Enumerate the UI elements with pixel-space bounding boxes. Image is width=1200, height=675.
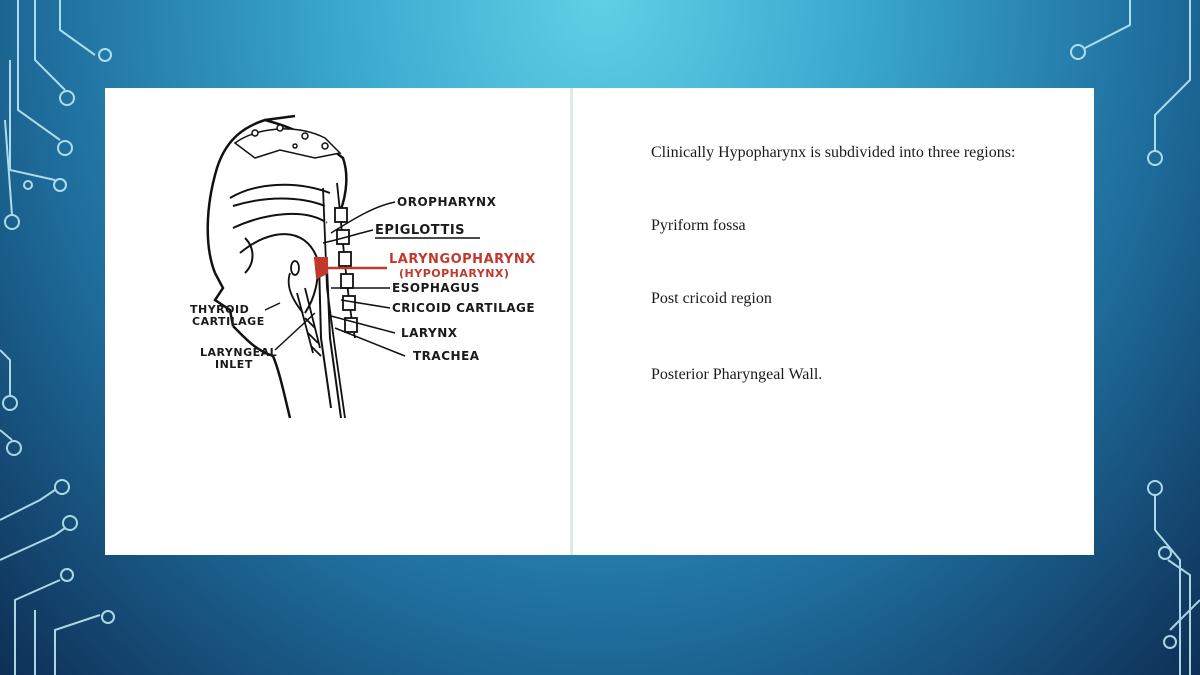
label-trachea: TRACHEA bbox=[413, 349, 480, 363]
label-larynx: LARYNX bbox=[401, 326, 458, 340]
label-esophagus: ESOPHAGUS bbox=[392, 281, 480, 295]
label-laryngopharynx: LARYNGOPHARYNX bbox=[389, 252, 536, 267]
regions-heading: Clinically Hypopharynx is subdivided into three regions: bbox=[651, 144, 1016, 161]
label-cricoid-cartilage: CRICOID CARTILAGE bbox=[392, 301, 536, 315]
region-item-posterior-wall: Posterior Pharyngeal Wall. bbox=[651, 366, 823, 383]
label-laryngeal: LARYNGEAL bbox=[200, 346, 278, 359]
text-panel bbox=[573, 88, 1094, 555]
label-epiglottis: EPIGLOTTIS bbox=[375, 223, 466, 238]
label-inlet: INLET bbox=[215, 358, 253, 371]
label-cartilage: CARTILAGE bbox=[192, 315, 265, 328]
label-hypopharynx: (HYPOPHARYNX) bbox=[399, 267, 510, 280]
label-thyroid: THYROID bbox=[190, 303, 250, 316]
hypopharynx-anatomy-diagram bbox=[105, 88, 570, 555]
palate-and-tongue bbox=[230, 185, 330, 313]
label-oropharynx: OROPHARYNX bbox=[397, 195, 497, 209]
region-item-post-cricoid: Post cricoid region bbox=[651, 290, 772, 307]
region-item-pyriform-fossa: Pyriform fossa bbox=[651, 217, 746, 234]
diagram-panel bbox=[105, 88, 570, 555]
sinus-structure bbox=[235, 125, 340, 158]
